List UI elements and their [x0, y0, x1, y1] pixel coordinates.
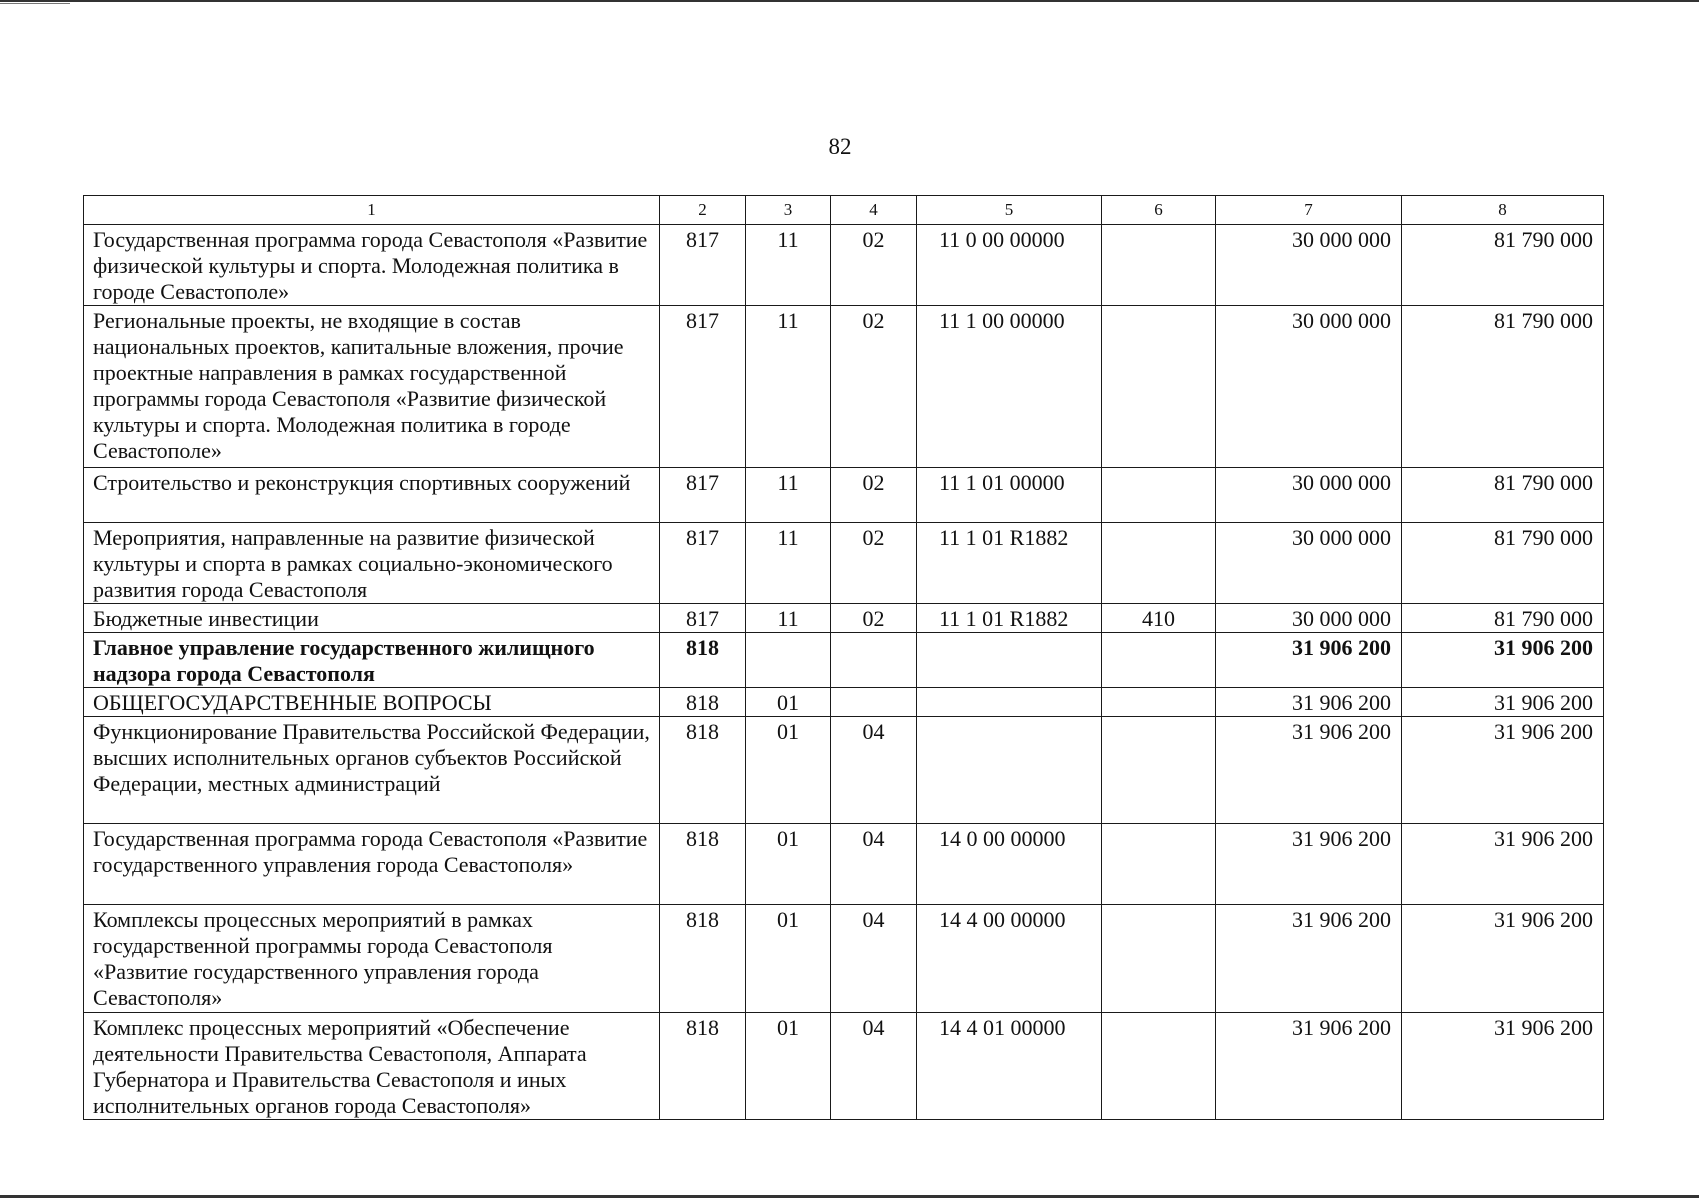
cell-col3: 01 — [746, 1013, 831, 1120]
cell-col5: 11 1 01 00000 — [917, 468, 1102, 523]
cell-col4: 04 — [831, 1013, 917, 1120]
cell-col6 — [1102, 824, 1216, 905]
cell-col6 — [1102, 306, 1216, 468]
table-row — [84, 633, 1604, 688]
cell-col7: 31 906 200 — [1216, 633, 1402, 688]
cell-col3: 11 — [746, 306, 831, 468]
header-cell: 7 — [1216, 196, 1402, 225]
table-row — [84, 604, 1604, 633]
scan-mark — [0, 3, 70, 4]
cell-col6 — [1102, 905, 1216, 1013]
cell-col4: 04 — [831, 717, 917, 824]
cell-col2: 818 — [660, 633, 746, 688]
cell-col6: 410 — [1102, 604, 1216, 633]
cell-col3 — [746, 633, 831, 688]
cell-col2: 817 — [660, 604, 746, 633]
cell-col6 — [1102, 468, 1216, 523]
row-name-cell: Комплекс процессных мероприятий «Обеспечение деятельности Правительства Севастополя, Аппарата Губернатора и Правительства Севастополя и иных исполнительных органов города Севастополя» — [84, 1013, 660, 1120]
cell-col4 — [831, 633, 917, 688]
cell-col8: 81 790 000 — [1402, 604, 1604, 633]
cell-col5 — [917, 717, 1102, 824]
cell-col8: 81 790 000 — [1402, 306, 1604, 468]
page-number: 82 — [828, 134, 852, 159]
cell-col5: 14 4 00 00000 — [917, 905, 1102, 1013]
cell-col6 — [1102, 225, 1216, 306]
cell-col3: 01 — [746, 717, 831, 824]
row-name-cell: Строительство и реконструкция спортивных сооружений — [84, 468, 660, 523]
cell-col8: 81 790 000 — [1402, 523, 1604, 604]
cell-col8: 31 906 200 — [1402, 824, 1604, 905]
cell-col5: 11 1 01 R1882 — [917, 523, 1102, 604]
cell-col4 — [831, 688, 917, 717]
cell-col4: 02 — [831, 468, 917, 523]
cell-col7: 30 000 000 — [1216, 225, 1402, 306]
cell-col3: 01 — [746, 824, 831, 905]
cell-col7: 30 000 000 — [1216, 306, 1402, 468]
header-row — [84, 196, 1604, 225]
cell-col3: 11 — [746, 523, 831, 604]
cell-col8: 31 906 200 — [1402, 717, 1604, 824]
cell-col2: 817 — [660, 306, 746, 468]
cell-col2: 818 — [660, 824, 746, 905]
cell-col8: 31 906 200 — [1402, 905, 1604, 1013]
cell-col5: 11 1 00 00000 — [917, 306, 1102, 468]
cell-col8: 31 906 200 — [1402, 633, 1604, 688]
cell-col7: 31 906 200 — [1216, 717, 1402, 824]
cell-col4: 02 — [831, 306, 917, 468]
cell-col4: 02 — [831, 523, 917, 604]
cell-col3: 11 — [746, 468, 831, 523]
cell-col2: 817 — [660, 225, 746, 306]
cell-col6 — [1102, 717, 1216, 824]
cell-col5: 11 1 01 R1882 — [917, 604, 1102, 633]
row-name-cell: Региональные проекты, не входящие в состав национальных проектов, капитальные вложения, прочие проектные направления в рамках государственной программы города Севастополя «Развитие физической культуры и спорта. Молодежная политика в городе Севастополе» — [84, 306, 660, 468]
table-row — [84, 1013, 1604, 1120]
cell-col2: 818 — [660, 717, 746, 824]
cell-col2: 817 — [660, 468, 746, 523]
row-name-cell: Главное управление государственного жилищного надзора города Севастополя — [84, 633, 660, 688]
cell-col5: 11 0 00 00000 — [917, 225, 1102, 306]
header-cell: 6 — [1102, 196, 1216, 225]
table-row — [84, 688, 1604, 717]
row-name-cell: Бюджетные инвестиции — [84, 604, 660, 633]
header-cell: 3 — [746, 196, 831, 225]
cell-col7: 30 000 000 — [1216, 604, 1402, 633]
cell-col7: 31 906 200 — [1216, 1013, 1402, 1120]
cell-col5: 14 4 01 00000 — [917, 1013, 1102, 1120]
cell-col6 — [1102, 1013, 1216, 1120]
header-cell: 8 — [1402, 196, 1604, 225]
cell-col3: 01 — [746, 905, 831, 1013]
cell-col6 — [1102, 523, 1216, 604]
cell-col4: 04 — [831, 905, 917, 1013]
budget-table — [83, 195, 1604, 1120]
cell-col4: 02 — [831, 604, 917, 633]
cell-col4: 04 — [831, 824, 917, 905]
cell-col6 — [1102, 688, 1216, 717]
cell-col8: 31 906 200 — [1402, 1013, 1604, 1120]
row-name-cell: Комплексы процессных мероприятий в рамках государственной программы города Севастополя «Развитие государственного управления города Севастополя» — [84, 905, 660, 1013]
cell-col2: 818 — [660, 1013, 746, 1120]
cell-col6 — [1102, 633, 1216, 688]
row-name-cell: ОБЩЕГОСУДАРСТВЕННЫЕ ВОПРОСЫ — [84, 688, 660, 717]
cell-col4: 02 — [831, 225, 917, 306]
cell-col7: 31 906 200 — [1216, 824, 1402, 905]
header-cell: 4 — [831, 196, 917, 225]
cell-col3: 11 — [746, 604, 831, 633]
cell-col5 — [917, 688, 1102, 717]
row-name-cell: Функционирование Правительства Российской Федерации, высших исполнительных органов субъектов Российской Федерации, местных администраций — [84, 717, 660, 824]
cell-col3: 11 — [746, 225, 831, 306]
cell-col8: 81 790 000 — [1402, 225, 1604, 306]
row-name-cell: Государственная программа города Севастополя «Развитие физической культуры и спорта. Молодежная политика в городе Севастополе» — [84, 225, 660, 306]
row-name-cell: Мероприятия, направленные на развитие физической культуры и спорта в рамках социально-экономического развития города Севастополя — [84, 523, 660, 604]
cell-col7: 30 000 000 — [1216, 468, 1402, 523]
table-row — [84, 717, 1604, 824]
cell-col7: 31 906 200 — [1216, 905, 1402, 1013]
cell-col8: 81 790 000 — [1402, 468, 1604, 523]
cell-col7: 30 000 000 — [1216, 523, 1402, 604]
cell-col7: 31 906 200 — [1216, 688, 1402, 717]
table-row — [84, 468, 1604, 523]
table-row — [84, 225, 1604, 306]
row-name-cell: Государственная программа города Севастополя «Развитие государственного управления города Севастополя» — [84, 824, 660, 905]
table-row — [84, 306, 1604, 468]
table-row — [84, 523, 1604, 604]
cell-col2: 818 — [660, 905, 746, 1013]
table-row — [84, 824, 1604, 905]
table-row — [84, 905, 1604, 1013]
scan-border-top — [0, 0, 1699, 2]
header-cell: 5 — [917, 196, 1102, 225]
cell-col5 — [917, 633, 1102, 688]
cell-col5: 14 0 00 00000 — [917, 824, 1102, 905]
cell-col2: 817 — [660, 523, 746, 604]
cell-col3: 01 — [746, 688, 831, 717]
cell-col8: 31 906 200 — [1402, 688, 1604, 717]
header-cell: 1 — [84, 196, 660, 225]
scan-border-bottom — [0, 1195, 1699, 1198]
cell-col2: 818 — [660, 688, 746, 717]
header-cell: 2 — [660, 196, 746, 225]
